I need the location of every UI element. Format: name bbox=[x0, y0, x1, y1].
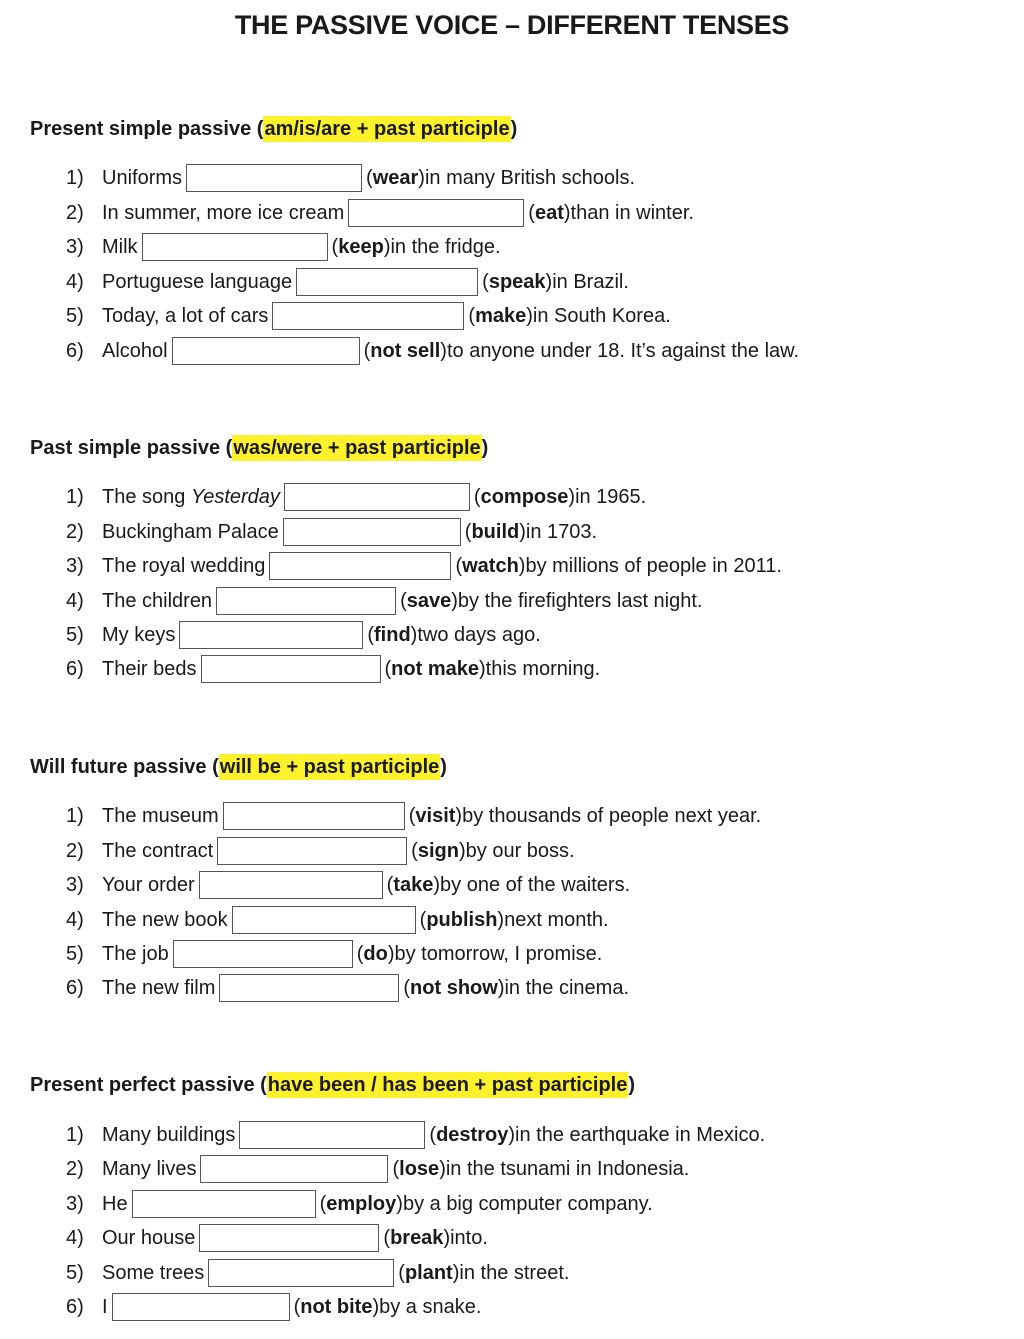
item-number: 6) bbox=[66, 976, 84, 999]
answer-box[interactable] bbox=[199, 1224, 379, 1252]
section-title: Past simple passive bbox=[30, 437, 221, 459]
section-heading: Present perfect passive (have been / has been + past participle) bbox=[30, 1074, 636, 1096]
item-subject: Some trees bbox=[102, 1261, 205, 1284]
answer-box[interactable] bbox=[348, 199, 524, 227]
answer-box[interactable] bbox=[200, 1155, 388, 1183]
item-verb: keep bbox=[338, 235, 384, 258]
exercise-item: 5) Some trees ( plant ) in the street. bbox=[66, 1257, 569, 1289]
answer-box[interactable] bbox=[219, 974, 399, 1002]
item-verb: not show bbox=[410, 976, 498, 999]
item-subject: In summer, more ice cream bbox=[102, 201, 345, 224]
item-number: 4) bbox=[66, 1226, 84, 1249]
item-number: 6) bbox=[66, 657, 84, 680]
item-verb: publish bbox=[426, 908, 498, 931]
item-rest: by a snake. bbox=[379, 1295, 482, 1318]
item-verb: lose bbox=[399, 1157, 440, 1180]
answer-box[interactable] bbox=[179, 621, 363, 649]
item-number: 2) bbox=[66, 1157, 84, 1180]
exercise-item: 1) Uniforms ( wear ) in many British schools. bbox=[66, 162, 635, 194]
item-rest: by one of the waiters. bbox=[440, 873, 631, 896]
section-heading: Past simple passive (was/were + past participle) bbox=[30, 437, 489, 459]
answer-box[interactable] bbox=[269, 552, 451, 580]
section-title: Present perfect passive bbox=[30, 1074, 255, 1096]
item-number: 4) bbox=[66, 589, 84, 612]
item-rest: by millions of people in 2011. bbox=[525, 554, 782, 577]
answer-box[interactable] bbox=[284, 483, 470, 511]
item-subject: Many lives bbox=[102, 1157, 197, 1180]
item-verb: save bbox=[406, 589, 452, 612]
answer-box[interactable] bbox=[296, 268, 478, 296]
exercise-item: 2) In summer, more ice cream ( eat ) than in winter. bbox=[66, 197, 694, 229]
exercise-item: 6) I ( not bite ) by a snake. bbox=[66, 1291, 481, 1323]
item-rest: in 1965. bbox=[575, 485, 647, 508]
answer-box[interactable] bbox=[172, 337, 360, 365]
item-rest: into. bbox=[450, 1226, 488, 1249]
item-subject: Milk bbox=[102, 235, 138, 258]
item-rest: by the firefighters last night. bbox=[457, 589, 703, 612]
item-number: 1) bbox=[66, 166, 84, 189]
answer-box[interactable] bbox=[208, 1259, 394, 1287]
exercise-item: 5) The job ( do ) by tomorrow, I promise. bbox=[66, 938, 602, 970]
item-rest: in the cinema. bbox=[504, 976, 629, 999]
item-verb: not bite bbox=[300, 1295, 373, 1318]
exercise-item: 2) Many lives ( lose ) in the tsunami in Indonesia. bbox=[66, 1153, 689, 1185]
exercise-item: 3) Your order ( take ) by one of the waiters. bbox=[66, 869, 630, 901]
item-verb: not sell bbox=[370, 339, 441, 362]
item-number: 5) bbox=[66, 1261, 84, 1284]
item-verb: do bbox=[363, 942, 388, 965]
exercise-item: 3) He ( employ ) by a big computer company. bbox=[66, 1188, 653, 1220]
item-subject: Your order bbox=[102, 873, 195, 896]
item-subject: Uniforms bbox=[102, 166, 183, 189]
item-rest: in 1703. bbox=[525, 520, 598, 543]
item-verb: employ bbox=[326, 1192, 397, 1215]
item-number: 5) bbox=[66, 623, 84, 646]
item-verb: visit bbox=[415, 804, 456, 827]
item-subject: The royal wedding bbox=[102, 554, 266, 577]
item-number: 5) bbox=[66, 942, 84, 965]
answer-box[interactable] bbox=[216, 587, 396, 615]
answer-box[interactable] bbox=[272, 302, 464, 330]
exercise-item: 4) The new book ( publish ) next month. bbox=[66, 904, 609, 936]
item-subject: The contract bbox=[102, 839, 214, 862]
item-number: 6) bbox=[66, 339, 84, 362]
item-number: 2) bbox=[66, 839, 84, 862]
item-number: 1) bbox=[66, 804, 84, 827]
exercise-item: 2) The contract ( sign ) by our boss. bbox=[66, 835, 575, 867]
item-rest: next month. bbox=[504, 908, 609, 931]
item-verb: break bbox=[390, 1226, 444, 1249]
formula-highlight: have been / has been + past participle bbox=[267, 1074, 628, 1096]
item-subject-italic: Yesterday bbox=[190, 485, 280, 508]
exercise-item: 1) The song Yesterday ( compose ) in 1965. bbox=[66, 481, 646, 513]
item-number: 2) bbox=[66, 201, 84, 224]
formula-highlight: am/is/are + past participle bbox=[264, 118, 510, 140]
item-rest: in the tsunami in Indonesia. bbox=[445, 1157, 690, 1180]
item-subject: Their beds bbox=[102, 657, 197, 680]
answer-box[interactable] bbox=[232, 906, 416, 934]
answer-box[interactable] bbox=[142, 233, 328, 261]
item-verb: destroy bbox=[436, 1123, 509, 1146]
exercise-item: 6) Their beds ( not make ) this morning. bbox=[66, 653, 600, 685]
item-subject: The museum bbox=[102, 804, 219, 827]
item-rest: by our boss. bbox=[465, 839, 575, 862]
item-rest: by a big computer company. bbox=[402, 1192, 653, 1215]
item-subject: The children bbox=[102, 589, 213, 612]
item-number: 3) bbox=[66, 873, 84, 896]
answer-box[interactable] bbox=[173, 940, 353, 968]
formula-highlight: was/were + past participle bbox=[233, 437, 481, 459]
item-number: 1) bbox=[66, 1123, 84, 1146]
item-number: 6) bbox=[66, 1295, 84, 1318]
exercise-item: 5) My keys ( find ) two days ago. bbox=[66, 619, 541, 651]
item-rest: in the street. bbox=[459, 1261, 570, 1284]
answer-box[interactable] bbox=[283, 518, 461, 546]
item-rest: to anyone under 18. It’s against the law. bbox=[446, 339, 800, 362]
section-title: Present simple passive bbox=[30, 118, 252, 140]
section-title: Will future passive bbox=[30, 756, 207, 778]
item-rest: than in winter. bbox=[570, 201, 694, 224]
section-heading: Present simple passive (am/is/are + past participle) bbox=[30, 118, 518, 140]
item-verb: compose bbox=[480, 485, 569, 508]
item-subject: Alcohol bbox=[102, 339, 168, 362]
exercise-item: 1) Many buildings ( destroy ) in the earthquake in Mexico. bbox=[66, 1119, 765, 1151]
item-rest: in the fridge. bbox=[390, 235, 501, 258]
item-number: 2) bbox=[66, 520, 84, 543]
item-verb: sign bbox=[417, 839, 459, 862]
item-number: 1) bbox=[66, 485, 84, 508]
answer-box[interactable] bbox=[223, 802, 405, 830]
item-verb: find bbox=[374, 623, 411, 646]
item-subject: Portuguese language bbox=[102, 270, 293, 293]
formula-highlight: will be + past participle bbox=[219, 756, 440, 778]
item-subject: Today, a lot of cars bbox=[102, 304, 269, 327]
exercise-item: 3) Milk ( keep ) in the fridge. bbox=[66, 231, 501, 263]
item-subject: Our house bbox=[102, 1226, 196, 1249]
item-verb: watch bbox=[462, 554, 519, 577]
exercise-item: 6) The new film ( not show ) in the cinema. bbox=[66, 972, 629, 1004]
answer-box[interactable] bbox=[217, 837, 407, 865]
item-subject: The song bbox=[102, 485, 186, 508]
item-rest: in the earthquake in Mexico. bbox=[515, 1123, 766, 1146]
item-verb: plant bbox=[404, 1261, 453, 1284]
item-subject: Buckingham Palace bbox=[102, 520, 279, 543]
item-subject: Many buildings bbox=[102, 1123, 236, 1146]
answer-box[interactable] bbox=[132, 1190, 316, 1218]
exercise-item: 4) Portuguese language ( speak ) in Brazil. bbox=[66, 266, 629, 298]
answer-box[interactable] bbox=[112, 1293, 290, 1321]
item-rest: by tomorrow, I promise. bbox=[394, 942, 603, 965]
item-rest: this morning. bbox=[485, 657, 601, 680]
item-number: 3) bbox=[66, 554, 84, 577]
item-number: 3) bbox=[66, 235, 84, 258]
exercise-item: 3) The royal wedding ( watch ) by millions of people in 2011. bbox=[66, 550, 782, 582]
exercise-item: 1) The museum ( visit ) by thousands of people next year. bbox=[66, 800, 761, 832]
item-verb: not make bbox=[391, 657, 479, 680]
item-verb: eat bbox=[534, 201, 564, 224]
answer-box[interactable] bbox=[199, 871, 383, 899]
answer-box[interactable] bbox=[201, 655, 381, 683]
item-rest: two days ago. bbox=[417, 623, 541, 646]
item-rest: in Brazil. bbox=[552, 270, 629, 293]
exercise-item: 4) The children ( save ) by the firefighters last night. bbox=[66, 585, 702, 617]
item-number: 4) bbox=[66, 908, 84, 931]
page-title: THE PASSIVE VOICE – DIFFERENT TENSES bbox=[234, 10, 790, 40]
item-number: 5) bbox=[66, 304, 84, 327]
answer-box[interactable] bbox=[186, 164, 362, 192]
item-subject: He bbox=[102, 1192, 128, 1215]
item-subject: My keys bbox=[102, 623, 176, 646]
item-verb: wear bbox=[372, 166, 419, 189]
item-number: 4) bbox=[66, 270, 84, 293]
exercise-item: 5) Today, a lot of cars ( make ) in South Korea. bbox=[66, 300, 671, 332]
item-rest: in South Korea. bbox=[532, 304, 671, 327]
section-heading: Will future passive (will be + past participle) bbox=[30, 756, 447, 778]
exercise-item: 4) Our house ( break ) into. bbox=[66, 1222, 488, 1254]
item-verb: take bbox=[393, 873, 434, 896]
item-verb: make bbox=[475, 304, 527, 327]
exercise-item: 6) Alcohol ( not sell ) to anyone under 18. It’s against the law. bbox=[66, 335, 799, 367]
item-verb: build bbox=[471, 520, 520, 543]
item-verb: speak bbox=[488, 270, 546, 293]
answer-box[interactable] bbox=[239, 1121, 425, 1149]
item-rest: by thousands of people next year. bbox=[462, 804, 762, 827]
item-subject: The job bbox=[102, 942, 169, 965]
item-subject: The new book bbox=[102, 908, 228, 931]
item-subject: I bbox=[102, 1295, 108, 1318]
item-rest: in many British schools. bbox=[424, 166, 636, 189]
item-number: 3) bbox=[66, 1192, 84, 1215]
item-subject: The new film bbox=[102, 976, 216, 999]
exercise-item: 2) Buckingham Palace ( build ) in 1703. bbox=[66, 516, 597, 548]
